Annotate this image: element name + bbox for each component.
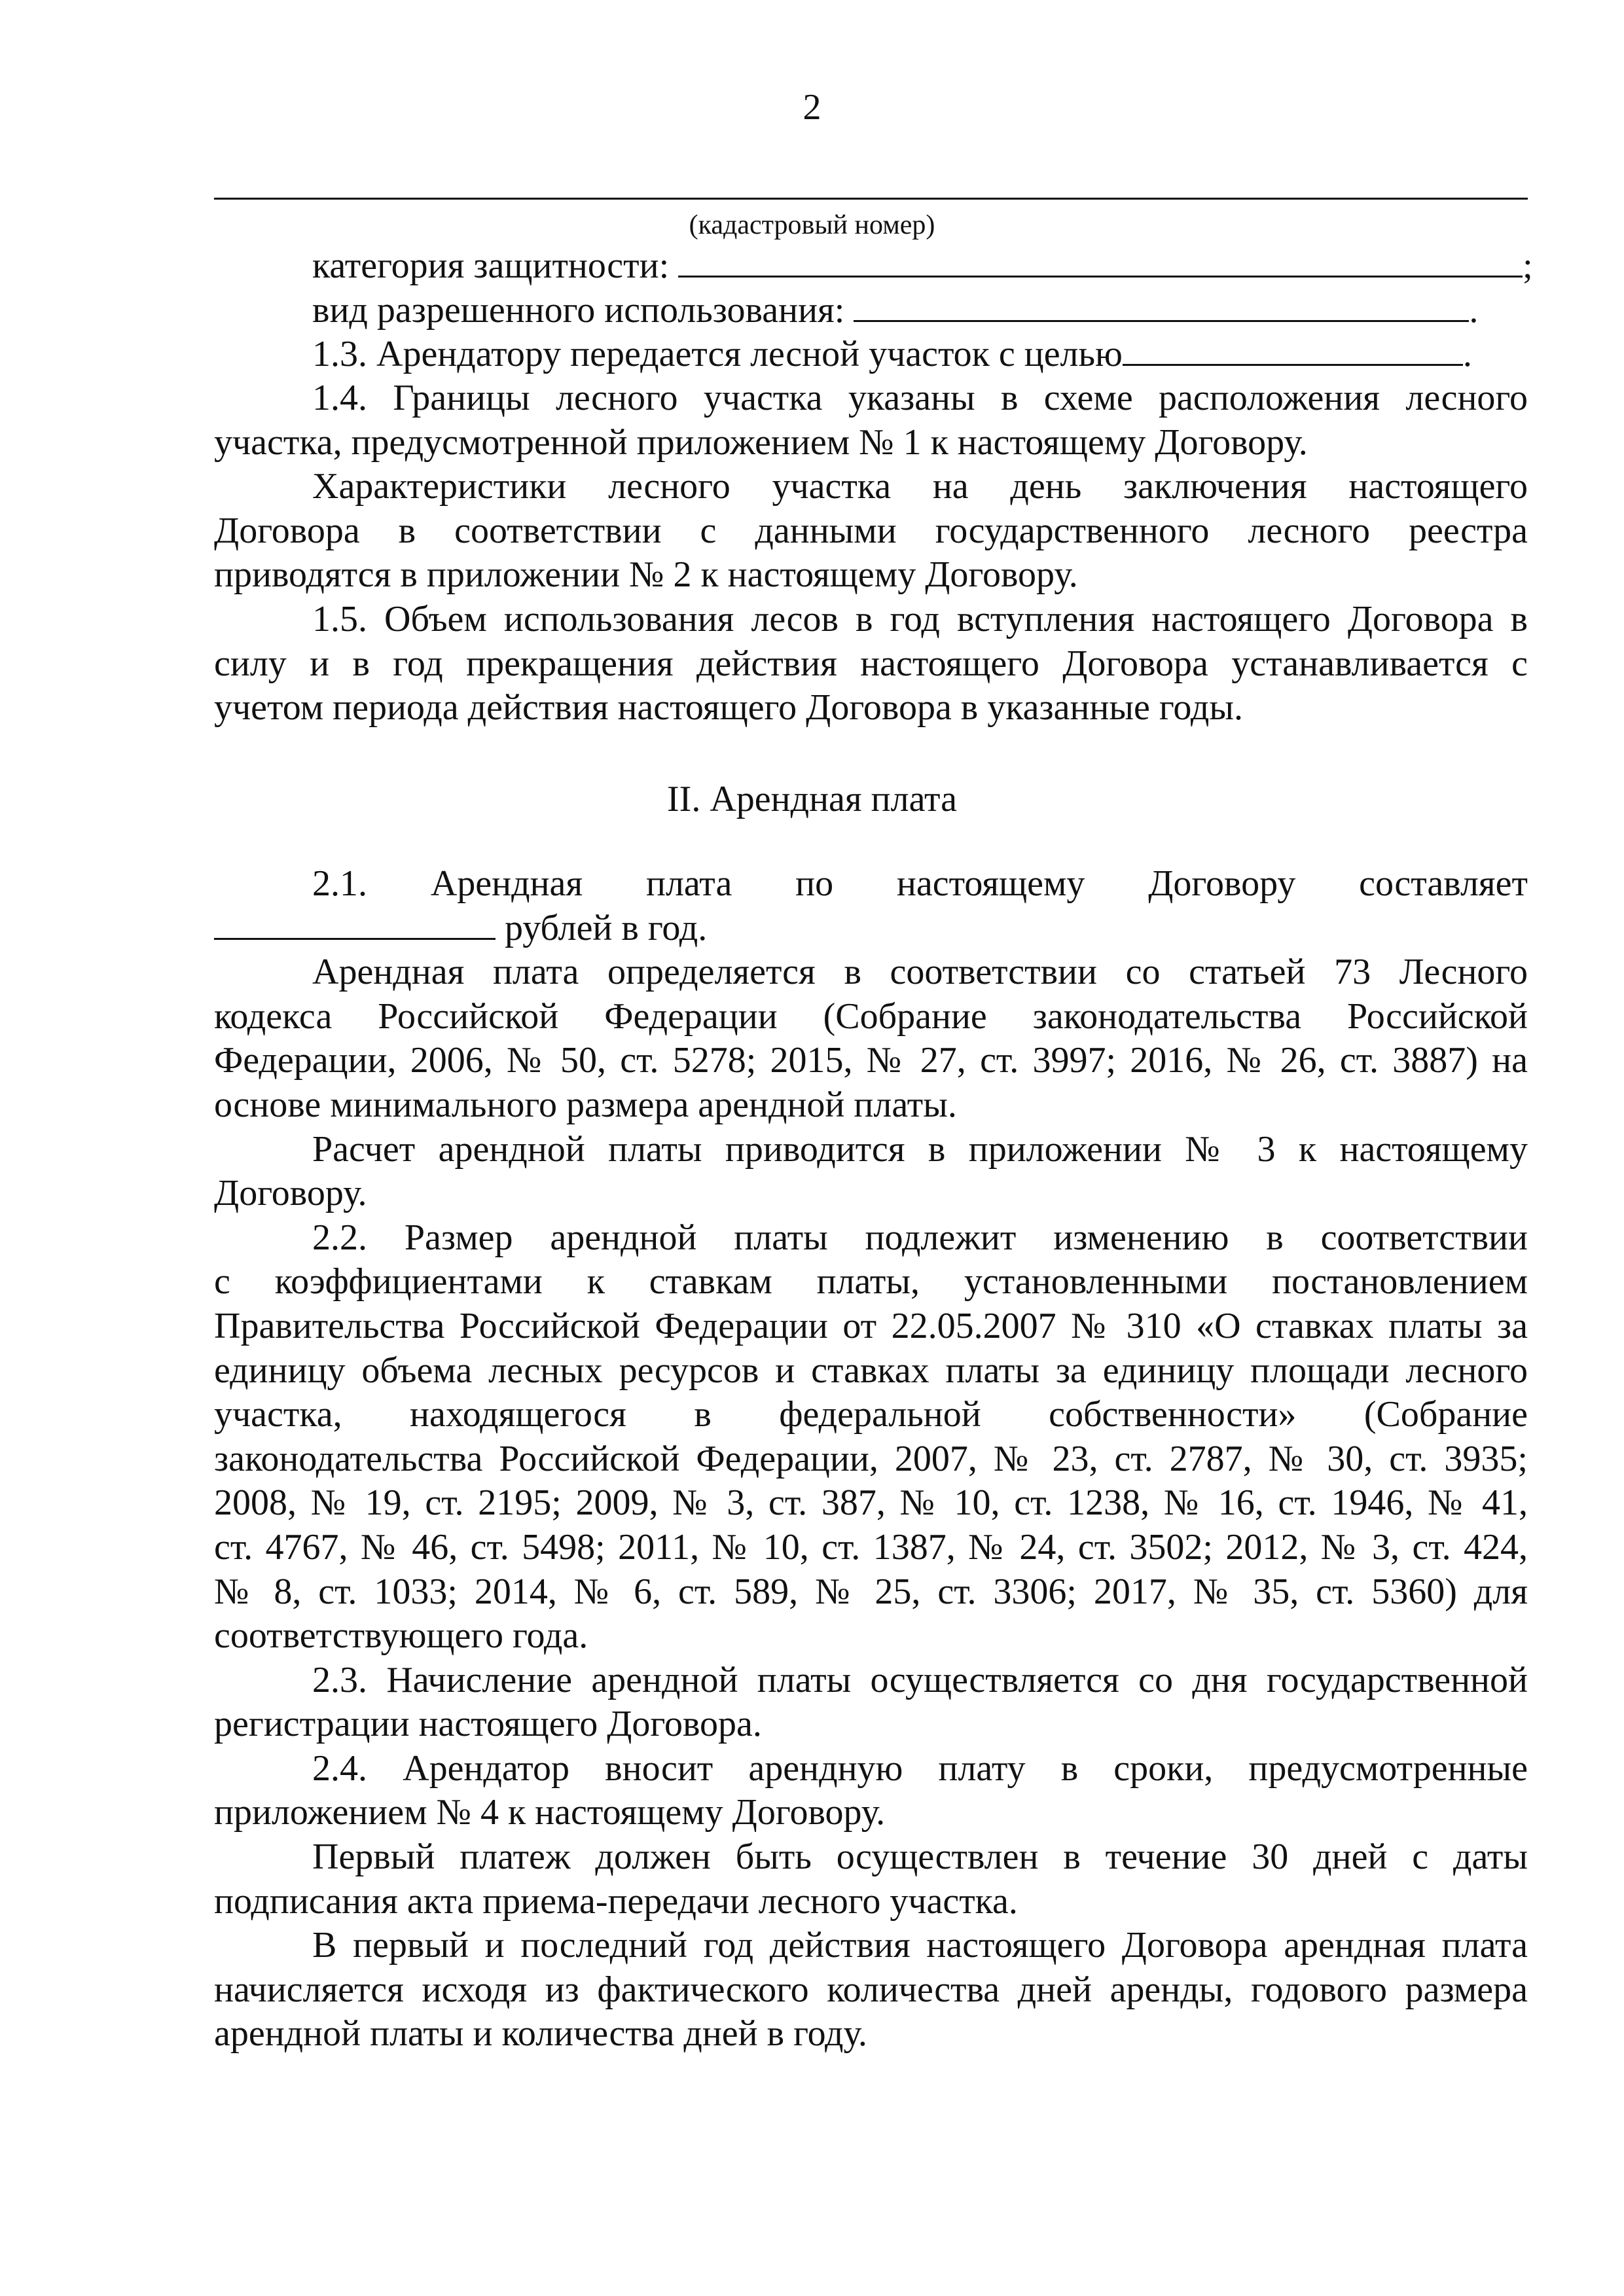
rent-basis-line: основе минимального размера арендной платы. [214, 1084, 957, 1125]
permitted-use-blank [854, 291, 1469, 322]
rent-amount-blank [214, 909, 496, 940]
clause-2-2-line: законодательства Российской Федерации, 2007, № 23, ст. 2787, № 30, ст. 3935; [214, 1438, 1528, 1479]
first-last-year-paragraph [214, 1924, 1528, 2056]
characteristics-line: Характеристики лесного участка на день заключения настоящего [312, 466, 1528, 507]
characteristics-line: приводятся в приложении № 2 к настоящему Договору. [214, 554, 1078, 596]
clause-2-4-line: приложением № 4 к настоящему Договору. [214, 1792, 886, 1833]
clause-2-1 [214, 862, 1528, 950]
clause-2-4 [214, 1747, 1528, 1835]
first-payment-line: подписания акта приема-передачи лесного участка. [214, 1880, 1018, 1922]
first-last-year-line: В первый и последний год действия настоящего Договора арендная плата [312, 1925, 1528, 1966]
clause-2-1-line: 2.1. Арендная плата по настоящему Договору составляет [312, 863, 1528, 904]
clause-1-5-line: 1.5. Объем использования лесов в год вступления настоящего Договора в [312, 598, 1528, 639]
first-last-year-line: начисляется исходя из фактического количества дней аренды, годового размера [214, 1969, 1528, 2010]
clause-2-3-line: регистрации настоящего Договора. [214, 1704, 762, 1745]
rent-basis-line: Федерации, 2006, № 50, ст. 5278; 2015, № 27, ст. 3997; 2016, № 26, ст. 3887) на [214, 1040, 1528, 1081]
section-2-heading: II. Арендная плата [667, 779, 957, 819]
first-last-year-line: арендной платы и количества дней в году. [214, 2013, 867, 2054]
clause-2-2-line: Правительства Российской Федерации от 22.05.2007 № 310 «О ставках платы за [214, 1305, 1528, 1346]
rent-basis-line: Арендная плата определяется в соответствии со статьей 73 Лесного [312, 952, 1528, 993]
permitted-use-line [214, 289, 1528, 333]
characteristics-line: Договора в соответствии с данными государственного лесного реестра [214, 510, 1528, 551]
clause-2-2 [214, 1216, 1528, 1659]
first-payment-paragraph [214, 1835, 1528, 1924]
protection-category-blank [678, 247, 1523, 278]
clause-1-4-line: 1.4. Границы лесного участка указаны в схеме расположения лесного [312, 378, 1528, 418]
protection-category-end: ; [1523, 245, 1533, 286]
clause-2-2-line: соответствующего года. [214, 1615, 588, 1657]
clause-1-3-end: . [1462, 334, 1472, 375]
permitted-use-label: вид разрешенного использования: [312, 289, 845, 331]
clause-2-4-line: 2.4. Арендатор вносит арендную плату в сроки, предусмотренные [312, 1748, 1528, 1789]
clause-1-3-text: 1.3. Арендатору передается лесной участок с целью [312, 334, 1123, 375]
clause-1-4-line: участка, предусмотренной приложением № 1 к настоящему Договору. [214, 422, 1308, 463]
clause-2-2-line: с коэффициентами к ставкам платы, установленными постановлением [214, 1261, 1528, 1302]
clause-2-2-line: ст. 4767, № 46, ст. 5498; 2011, № 10, ст. 1387, № 24, ст. 3502; 2012, № 3, ст. 424, [214, 1526, 1528, 1568]
clause-2-2-line: 2008, № 19, ст. 2195; 2009, № 3, ст. 387, № 10, ст. 1238, № 16, ст. 1946, № 41, [214, 1482, 1528, 1524]
clause-1-3 [214, 332, 1528, 377]
characteristics-paragraph [214, 465, 1528, 598]
clause-2-3-line: 2.3. Начисление арендной платы осуществляется со дня государственной [312, 1659, 1528, 1700]
clause-2-1-unit: рублей в год. [505, 907, 708, 948]
clause-1-4 [214, 376, 1528, 465]
section-1-block [214, 376, 1528, 730]
rent-basis-line: кодекса Российской Федерации (Собрание законодательства Российской [214, 996, 1528, 1037]
clause-1-5-line: силу и в год прекращения действия настоящего Договора устанавливается с [214, 643, 1528, 684]
permitted-use-end: . [1469, 289, 1479, 331]
clause-2-2-line: участка, находящегося в федеральной собственности» (Собрание [214, 1394, 1528, 1435]
section-2-block [214, 862, 1528, 2056]
clause-2-2-line: № 8, ст. 1033; 2014, № 6, ст. 589, № 25, ст. 3306; 2017, № 35, ст. 5360) для [214, 1571, 1528, 1612]
cadastral-number-blank-line [214, 198, 1528, 200]
clause-1-3-purpose-blank [1123, 335, 1463, 366]
clause-2-3 [214, 1659, 1528, 1747]
clause-2-2-line: 2.2. Размер арендной платы подлежит изменению в соответствии [312, 1217, 1528, 1258]
plot-fields-block [214, 244, 1533, 377]
page-number: 2 [803, 87, 821, 128]
rent-calculation-paragraph [214, 1128, 1528, 1216]
clause-1-5-line: учетом периода действия настоящего Договора в указанные годы. [214, 687, 1243, 728]
first-payment-line: Первый платеж должен быть осуществлен в течение 30 дней с даты [312, 1837, 1528, 1878]
clause-2-2-line: единицу объема лесных ресурсов и ставках платы за единицу площади лесного [214, 1350, 1528, 1391]
rent-calculation-line: Договору. [214, 1173, 367, 1214]
rent-basis-paragraph [214, 950, 1528, 1127]
rent-calculation-line: Расчет арендной платы приводится в приложении № 3 к настоящему [312, 1128, 1528, 1170]
clause-1-5 [214, 598, 1528, 730]
clause-2-1-amount-line [214, 906, 1528, 951]
protection-category-line [214, 244, 1533, 289]
protection-category-label: категория защитности: [312, 245, 670, 286]
cadastral-number-caption: (кадастровый номер) [689, 210, 935, 240]
